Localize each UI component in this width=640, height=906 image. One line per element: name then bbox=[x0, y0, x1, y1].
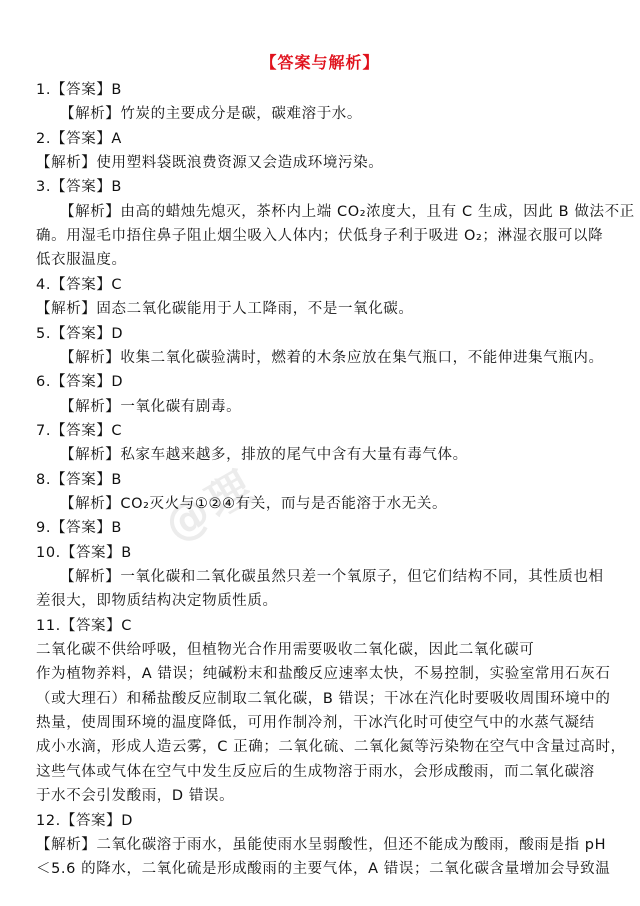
explanation-line: 低衣服温度。 bbox=[36, 252, 127, 269]
answer-line: 12.【答案】D bbox=[36, 812, 134, 829]
explanation-line: 确。用湿毛巾捂住鼻子阻止烟尘吸入人体内；伏低身子利于吸进 O₂；淋湿衣服可以降 bbox=[36, 228, 604, 245]
explanation-line: 【解析】二氧化碳溶于雨水，虽能使雨水呈弱酸性，但还不能成为酸雨，酸雨是指 pH bbox=[36, 836, 607, 853]
explanation-line: 热量，使周围环境的温度降低，可用作制冷剂，干冰汽化时可使空气中的水蒸气凝结 bbox=[36, 715, 595, 732]
answer-line: 4.【答案】C bbox=[36, 276, 123, 293]
explanation-line: 二氧化碳不供给呼吸，但植物光合作用需要吸收二氧化碳，因此二氧化碳可 bbox=[36, 642, 535, 659]
explanation-line: 成小水滴，形成人造云雾，C 正确；二氧化硫、二氧化氮等污染物在空气中含量过高时， bbox=[36, 739, 626, 756]
answer-line: 5.【答案】D bbox=[36, 325, 124, 342]
explanation-line: 【解析】由高的蜡烛先熄灭，茶杯内上端 CO₂浓度大，且有 C 生成，因此 B 做法不正 bbox=[60, 203, 635, 220]
answer-line: 11.【答案】C bbox=[36, 617, 132, 634]
explanation-line: 【解析】CO₂灭火与①②④有关，而与是否能溶于水无关。 bbox=[60, 495, 448, 512]
explanation-line: （或大理石）和稀盐酸反应制取二氧化碳，B 错误；干冰在汽化时要吸收周围环境中的 bbox=[36, 690, 611, 707]
answer-line: 9.【答案】B bbox=[36, 520, 122, 537]
explanation-line: 于水不会引发酸雨，D 错误。 bbox=[36, 788, 235, 805]
answer-line: 8.【答案】B bbox=[36, 471, 122, 488]
answer-line: 2.【答案】A bbox=[36, 130, 122, 147]
explanation-line: 差很大，即物质结构决定物质性质。 bbox=[36, 593, 278, 610]
explanation-line: 【解析】一氧化碳有剧毒。 bbox=[60, 398, 242, 415]
answer-line: 1.【答案】B bbox=[36, 82, 122, 98]
explanation-line: ＜5.6 的降水，二氧化硫是形成酸雨的主要气体，A 错误；二氧化碳含量增加会导致温 bbox=[36, 861, 611, 878]
answer-line: 6.【答案】D bbox=[36, 374, 124, 391]
explanation-line: 【解析】使用塑料袋既浪费资源又会造成环境污染。 bbox=[36, 155, 384, 172]
answer-line: 10.【答案】B bbox=[36, 544, 132, 561]
watermark: @理 bbox=[155, 459, 265, 552]
explanation-line: 【解析】固态二氧化碳能用于人工降雨，不是一氧化碳。 bbox=[36, 301, 414, 318]
answer-line: 7.【答案】C bbox=[36, 422, 123, 439]
page-title: 【答案与解析】 bbox=[260, 53, 380, 72]
explanation-line: 这些气体或气体在空气中发生反应后的生成物溶于雨水，会形成酸雨，而二氧化碳溶 bbox=[36, 763, 595, 780]
explanation-line: 【解析】竹炭的主要成分是碳，碳难溶于水。 bbox=[60, 106, 362, 123]
answer-line: 3.【答案】B bbox=[36, 179, 122, 196]
explanation-line: 【解析】收集二氧化碳验满时，燃着的木条应放在集气瓶口，不能伸进集气瓶内。 bbox=[60, 349, 604, 366]
explanation-line: 作为植物养料，A 错误；纯碱粉末和盐酸反应速率太快，不易控制，实验室常用石灰石 bbox=[36, 666, 611, 683]
explanation-line: 【解析】一氧化碳和二氧化碳虽然只差一个氧原子，但它们结构不同，其性质也相 bbox=[60, 569, 604, 585]
explanation-line: 【解析】私家车越来越多，排放的尾气中含有大量有毒气体。 bbox=[60, 447, 468, 464]
